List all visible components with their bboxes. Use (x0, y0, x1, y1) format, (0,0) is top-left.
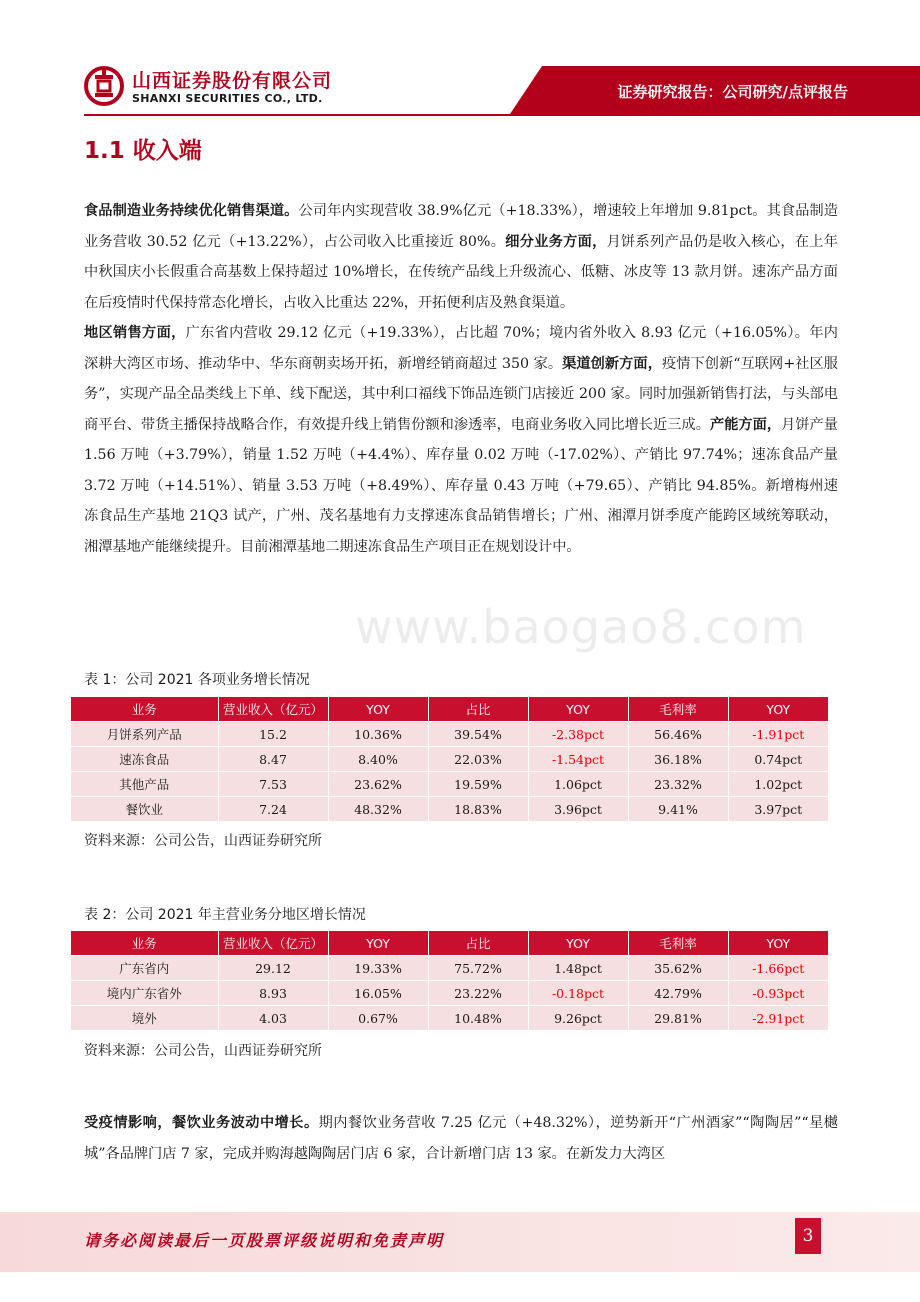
table-cell: 15.2 (218, 722, 328, 747)
table-cell: -0.18pct (528, 981, 628, 1006)
table-cell: 23.22% (428, 981, 528, 1006)
table-cell: 56.46% (628, 722, 728, 747)
table-cell: 75.72% (428, 956, 528, 981)
table-row (71, 747, 828, 772)
table-cell: 0.67% (328, 1006, 428, 1031)
revenue-paragraph (84, 196, 838, 562)
col-header: YOY (328, 697, 428, 722)
col-header: 占比 (428, 697, 528, 722)
table-cell: 8.47 (218, 747, 328, 772)
table-cell: -0.93pct (728, 981, 828, 1006)
table-header-row (71, 697, 828, 722)
col-header: YOY (728, 697, 828, 722)
company-logo-icon (84, 66, 124, 106)
table-cell: 8.40% (328, 747, 428, 772)
table-cell: 其他产品 (71, 772, 218, 797)
table-cell: -1.66pct (728, 956, 828, 981)
col-header: 占比 (428, 931, 528, 956)
para-text: 月饼产量 1.56 万吨（+3.79%），销量 1.52 万吨（+4.4%）、库存量 0.02 万吨（-17.02%）、产销比 97.74%；速冻食品产量 3.72 万吨（+14.51%）、销量 3.53 万吨（+8.49%）、库存量 0.43 万吨（+79.65）、产销比 94.85%。新增梅州速冻食品生产基地 21Q3 试产，广州、茂名基地有力支撑速冻食品销售增长；广州、湘潭月饼季度产能跨区域统筹联动，湘潭基地产能继续提升。目前湘潭基地二期速冻食品生产项目正在规划设计中。 (84, 416, 838, 555)
table-cell: 1.06pct (528, 772, 628, 797)
table-header-row (71, 931, 828, 956)
table-row (71, 1006, 828, 1031)
table1-source: 资料来源：公司公告，山西证券研究所 (84, 833, 322, 849)
table-row (71, 797, 828, 822)
table-cell: 18.83% (428, 797, 528, 822)
para-heading: 受疫情影响，餐饮业务波动中增长。 (84, 1115, 319, 1131)
business-growth-table (71, 697, 828, 821)
para-text: 广东省内营收 29.12 亿元（+19.33%），占比超 70%；境内省外收入 8.93 亿元（+16.05%）。年内深耕大湾区市场、推动华中、华东商朝卖场开拓，新增经销商超过 350 家。 (84, 325, 838, 372)
table-cell: 42.79% (628, 981, 728, 1006)
table-cell: 1.48pct (528, 956, 628, 981)
company-name-en: SHANXI SECURITIES CO., LTD. (132, 92, 323, 105)
table-cell: 39.54% (428, 722, 528, 747)
table-cell: 16.05% (328, 981, 428, 1006)
table-cell: 23.62% (328, 772, 428, 797)
company-name-cn: 山西证券股份有限公司 (132, 70, 333, 92)
para-heading: 地区销售方面， (84, 325, 186, 341)
header-divider (84, 114, 920, 116)
para-text: 月饼系列产品仍是收入核心，在上年中秋国庆小长假重合高基数上保持超过 10%增长，在传统产品线上升级流心、低糖、冰皮等 13 款月饼。速冻产品方面在后疫情时代保持常态化增长，占收入比重达 22%，开拓便利店及熟食渠道。 (84, 233, 838, 311)
watermark: www.baogao8.com (355, 600, 807, 654)
table-row (71, 772, 828, 797)
para-heading: 产能方面， (709, 416, 782, 433)
table-row (71, 722, 828, 747)
table-cell: 22.03% (428, 747, 528, 772)
para-text: 公司年内实现营收 38.9%亿元（+18.33%），增速较上年增加 9.81pct。其食品制造业务营收 30.52 亿元（+13.22%），占公司收入比重接近 80%。 (84, 203, 838, 250)
catering-paragraph (84, 1108, 838, 1169)
table-cell: -2.91pct (728, 1006, 828, 1031)
table-cell: 9.41% (628, 797, 728, 822)
table-cell: 速冻食品 (71, 747, 218, 772)
table-row (71, 981, 828, 1006)
table2-caption: 表 2：公司 2021 年主营业务分地区增长情况 (84, 907, 366, 923)
table-cell: 广东省内 (71, 956, 218, 981)
table-cell: -1.54pct (528, 747, 628, 772)
col-header: YOY (728, 931, 828, 956)
table-cell: 4.03 (218, 1006, 328, 1031)
col-header: YOY (528, 697, 628, 722)
table-cell: 29.12 (218, 956, 328, 981)
col-header: 业务 (71, 697, 218, 722)
page-header (0, 0, 920, 120)
para-heading: 食品制造业务持续优化销售渠道。 (84, 203, 299, 219)
table-cell: 7.24 (218, 797, 328, 822)
table-cell: 10.36% (328, 722, 428, 747)
section-title: 1.1 收入端 (84, 138, 202, 164)
table-cell: 36.18% (628, 747, 728, 772)
disclaimer-notice: 请务必阅读最后一页股票评级说明和免责声明 (84, 1231, 445, 1250)
region-growth-table (71, 931, 828, 1030)
table-cell: 餐饮业 (71, 797, 218, 822)
table1-caption: 表 1：公司 2021 各项业务增长情况 (84, 672, 310, 688)
col-header: YOY (328, 931, 428, 956)
table-cell: 1.02pct (728, 772, 828, 797)
col-header: 营业收入（亿元） (218, 931, 328, 956)
col-header: 业务 (71, 931, 218, 956)
table-cell: 境外 (71, 1006, 218, 1031)
table-cell: 0.74pct (728, 747, 828, 772)
table-cell: 7.53 (218, 772, 328, 797)
table-cell: 48.32% (328, 797, 428, 822)
table2-source: 资料来源：公司公告，山西证券研究所 (84, 1043, 322, 1059)
table-cell: -2.38pct (528, 722, 628, 747)
table-cell: 月饼系列产品 (71, 722, 218, 747)
col-header: 毛利率 (628, 697, 728, 722)
col-header: 毛利率 (628, 931, 728, 956)
para-text: 疫情下创新“互联网+社区服务”，实现产品全品类线上下单、线下配送，其中利口福线下饰品连锁门店接近 200 家。同时加强新销售打法，与头部电商平台、带货主播保持战略合作，有效提升线上销售份额和渗透率，电商业务收入同比增长近三成。 (84, 355, 838, 433)
table-row (71, 956, 828, 981)
table-cell: 29.81% (628, 1006, 728, 1031)
col-header: 营业收入（亿元） (218, 697, 328, 722)
table-cell: 8.93 (218, 981, 328, 1006)
table-cell: 境内广东省外 (71, 981, 218, 1006)
report-type: 证券研究报告：公司研究/点评报告 (617, 83, 848, 101)
para-text: 期内餐饮业务营收 7.25 亿元（+48.32%），逆势新开“广州酒家”“陶陶居”“星樾城”各品牌门店 7 家，完成并购海越陶陶居门店 6 家，合计新增门店 13 家。在新发力大湾区 (84, 1115, 838, 1162)
table-cell: 9.26pct (528, 1006, 628, 1031)
para-heading: 渠道创新方面， (562, 355, 662, 372)
page-number: 3 (795, 1218, 821, 1254)
table-cell: -1.91pct (728, 722, 828, 747)
table-cell: 19.33% (328, 956, 428, 981)
col-header: YOY (528, 931, 628, 956)
para-heading: 细分业务方面， (505, 233, 607, 250)
table-cell: 3.97pct (728, 797, 828, 822)
table-cell: 10.48% (428, 1006, 528, 1031)
table-cell: 35.62% (628, 956, 728, 981)
table-cell: 23.32% (628, 772, 728, 797)
table-cell: 3.96pct (528, 797, 628, 822)
table-cell: 19.59% (428, 772, 528, 797)
